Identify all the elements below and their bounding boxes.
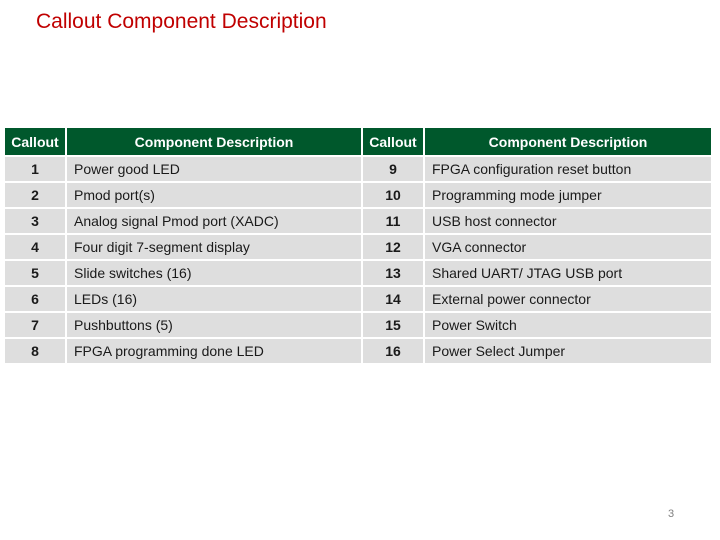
component-description: Pushbuttons (5) — [67, 313, 361, 337]
table-row — [5, 287, 711, 311]
callout-number: 9 — [363, 157, 423, 181]
slide-title: Callout Component Description — [36, 10, 327, 33]
callout-number: 10 — [363, 183, 423, 207]
table-row — [5, 261, 711, 285]
component-description: FPGA configuration reset button — [425, 157, 711, 181]
callout-number: 14 — [363, 287, 423, 311]
component-description: LEDs (16) — [67, 287, 361, 311]
header-callout-right: Callout — [363, 128, 423, 155]
callout-table — [3, 126, 713, 365]
component-description: FPGA programming done LED — [67, 339, 361, 363]
table-row — [5, 235, 711, 259]
component-description: Power good LED — [67, 157, 361, 181]
callout-number: 13 — [363, 261, 423, 285]
header-callout-left: Callout — [5, 128, 65, 155]
component-description: Shared UART/ JTAG USB port — [425, 261, 711, 285]
callout-number: 16 — [363, 339, 423, 363]
table-row — [5, 209, 711, 233]
page-number: 3 — [668, 508, 675, 520]
callout-number: 8 — [5, 339, 65, 363]
callout-number: 3 — [5, 209, 65, 233]
component-description: External power connector — [425, 287, 711, 311]
table-header-row — [5, 128, 711, 155]
callout-number: 15 — [363, 313, 423, 337]
component-description: Four digit 7-segment display — [67, 235, 361, 259]
table-row — [5, 183, 711, 207]
component-description: Power Switch — [425, 313, 711, 337]
component-description: USB host connector — [425, 209, 711, 233]
component-description: Power Select Jumper — [425, 339, 711, 363]
callout-number: 5 — [5, 261, 65, 285]
callout-number: 1 — [5, 157, 65, 181]
callout-number: 7 — [5, 313, 65, 337]
component-description: Programming mode jumper — [425, 183, 711, 207]
callout-number: 6 — [5, 287, 65, 311]
component-description: Pmod port(s) — [67, 183, 361, 207]
header-description-left: Component Description — [67, 128, 361, 155]
component-description: Analog signal Pmod port (XADC) — [67, 209, 361, 233]
callout-number: 11 — [363, 209, 423, 233]
callout-number: 4 — [5, 235, 65, 259]
callout-number: 12 — [363, 235, 423, 259]
table-row — [5, 339, 711, 363]
table-row — [5, 157, 711, 181]
callout-number: 2 — [5, 183, 65, 207]
header-description-right: Component Description — [425, 128, 711, 155]
component-description: Slide switches (16) — [67, 261, 361, 285]
component-description: VGA connector — [425, 235, 711, 259]
table-row — [5, 313, 711, 337]
